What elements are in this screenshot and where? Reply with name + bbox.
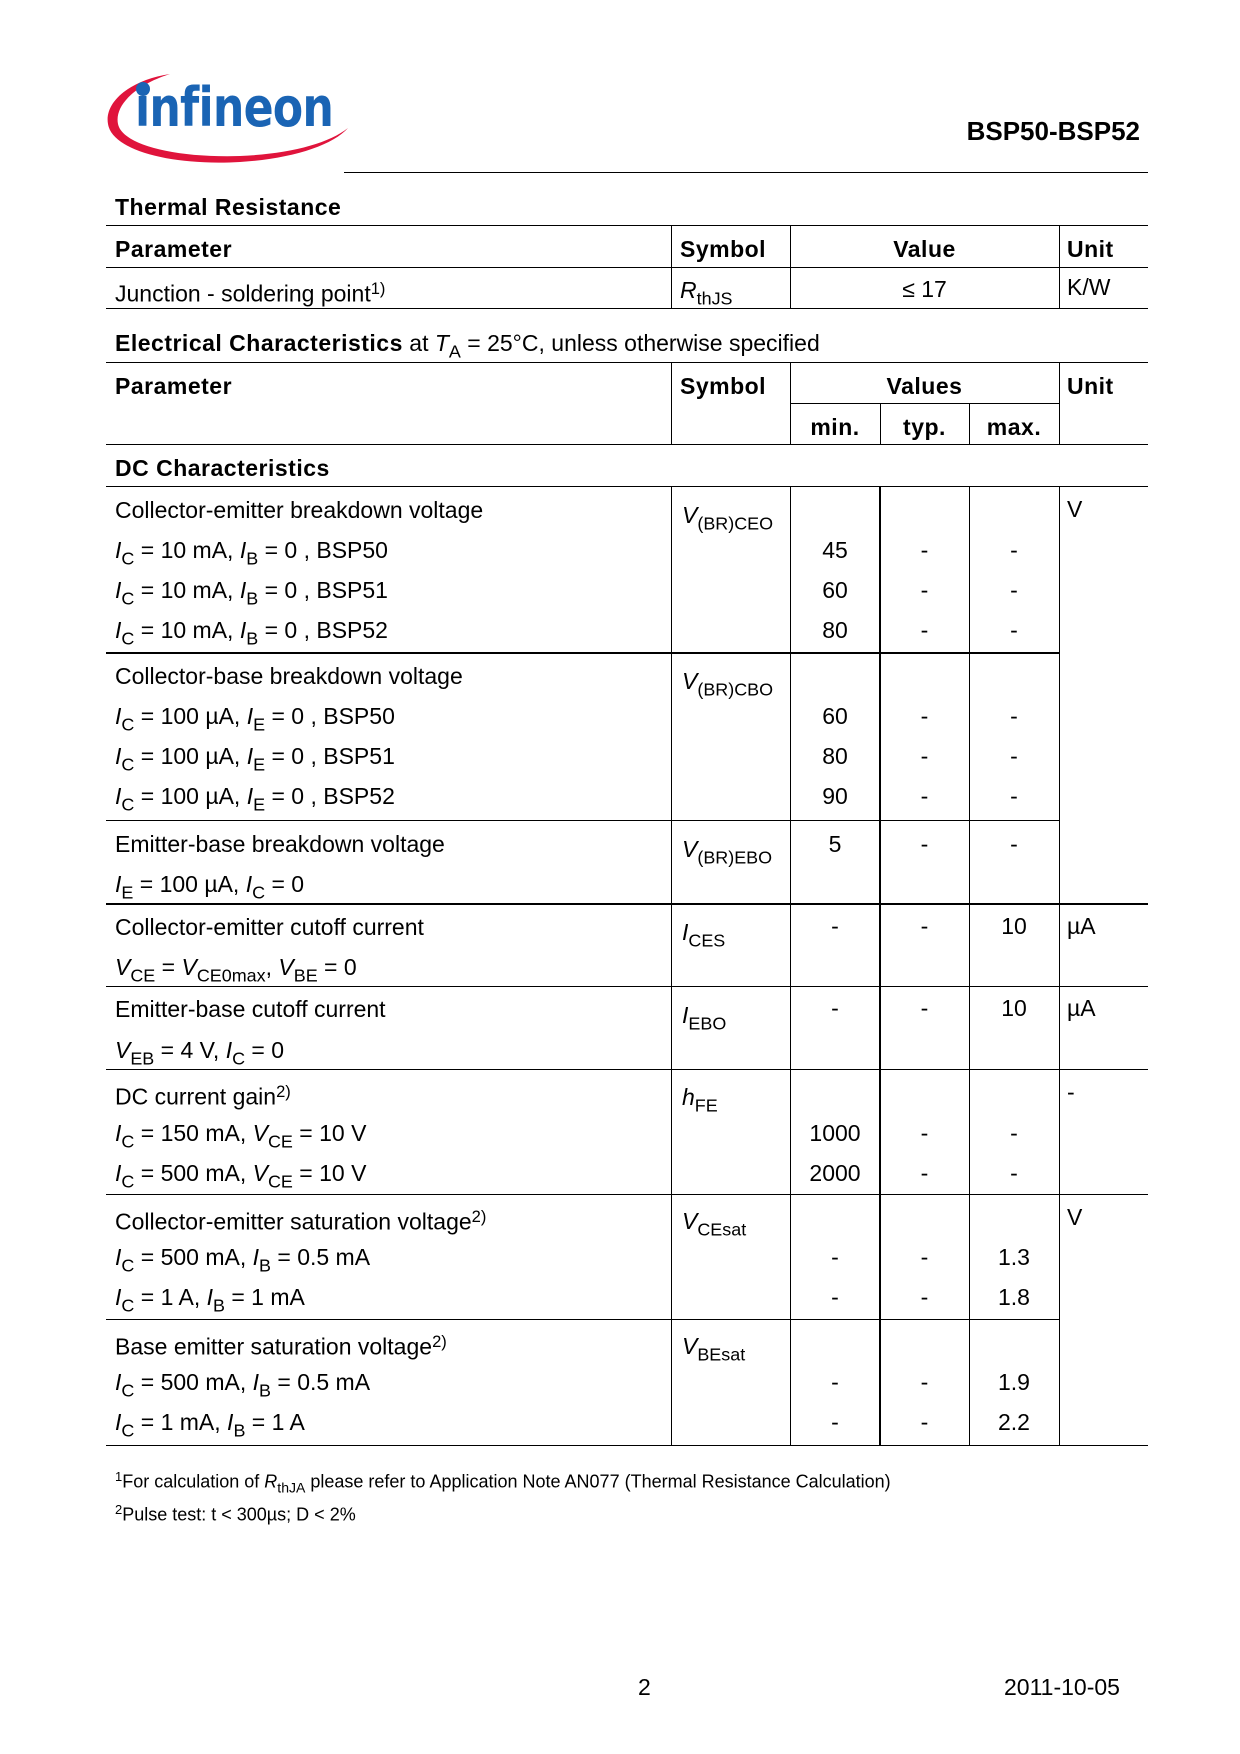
symbol-main: h (682, 1084, 695, 1110)
param-name (115, 1079, 291, 1109)
symbol-sub: thJS (696, 288, 733, 309)
row-rule (106, 903, 1148, 905)
thermal-top-rule (106, 225, 1148, 226)
param-name (115, 1329, 447, 1359)
thermal-param-text: Junction - soldering point (115, 280, 371, 307)
footnote-text: please refer to Application Note AN077 (Thermal Resistance Calculation) (305, 1471, 891, 1492)
row-rule (106, 652, 1059, 654)
condition: $I_C = 500$ mA, $I_B = 0.5$ mA (115, 1244, 371, 1276)
body-vline-symbol (671, 486, 672, 1445)
thermal-row-symbol (680, 277, 733, 311)
typ-value: - (920, 1284, 929, 1310)
min-value: 80 (822, 743, 848, 769)
elec-header-vline-unit (1059, 362, 1060, 444)
max-value: 2.2 (998, 1409, 1030, 1435)
footnote-ref: 1) (370, 279, 386, 298)
elec-col-min: min. (810, 414, 860, 440)
min-value: 90 (822, 783, 848, 809)
table-bottom-rule (106, 1445, 1148, 1446)
min-value: 45 (822, 537, 848, 563)
max-value: 10 (1001, 913, 1027, 939)
max-value: - (1010, 617, 1018, 643)
condition: $I_C = 100$ µA, $I_E = 0$ , BSP52 (115, 783, 395, 815)
thermal-vline-value (790, 225, 791, 308)
elec-header-vline-typ (880, 403, 881, 444)
thermal-row-unit: K/W (1067, 274, 1111, 300)
condition: $I_C = 100$ µA, $I_E = 0$ , BSP51 (115, 743, 395, 775)
elec-top-rule (106, 362, 1148, 363)
values-subheader-rule (790, 403, 1059, 404)
elec-header-vline-values (790, 362, 791, 444)
elec-col-parameter: Parameter (115, 373, 233, 399)
footnote-2 (115, 1499, 356, 1525)
row-rule (106, 1319, 1059, 1320)
unit: - (1067, 1079, 1075, 1105)
electrical-section-title (115, 330, 820, 364)
param-text: DC current gain (115, 1083, 277, 1110)
title-text: at (402, 330, 435, 356)
unit: V (1067, 496, 1083, 522)
symbol (682, 1333, 745, 1367)
min-value: 80 (822, 617, 848, 643)
min-value: - (831, 913, 839, 939)
typ-value: - (920, 1244, 929, 1270)
max-value: 1.9 (998, 1369, 1030, 1395)
symbol-sub: CES (688, 930, 726, 951)
min-value: 1000 (809, 1120, 861, 1146)
typ-value: - (920, 1120, 929, 1146)
symbol-sub: (BR)CEO (697, 513, 774, 534)
elec-col-symbol: Symbol (680, 373, 767, 399)
typ-value: - (920, 831, 929, 857)
condition: $I_C = 100$ µA, $I_E = 0$ , BSP50 (115, 703, 395, 735)
footnote-ref: 2) (276, 1082, 291, 1101)
footnote-ref: 2) (471, 1207, 487, 1226)
symbol-main: I (682, 1002, 689, 1028)
elec-col-max: max. (986, 414, 1042, 440)
unit: µA (1067, 913, 1096, 939)
symbol (682, 668, 773, 702)
condition: $I_C = 150$ mA, $V_{CE} = 10$ V (115, 1120, 367, 1152)
part-range-title: BSP50-BSP52 (966, 116, 1140, 146)
symbol (682, 1084, 718, 1118)
symbol (682, 1208, 746, 1242)
thermal-vline-symbol (671, 225, 672, 308)
typ-value: - (920, 1369, 929, 1395)
max-value: - (1010, 1160, 1018, 1186)
symbol (682, 502, 773, 536)
typ-value: - (920, 537, 929, 563)
typ-value: - (920, 743, 929, 769)
symbol-main: V (682, 1333, 698, 1359)
row-rule (106, 986, 1148, 987)
min-value: 5 (828, 831, 842, 857)
symbol (682, 919, 725, 953)
param-text: Base emitter saturation voltage (115, 1333, 433, 1360)
max-value: - (1010, 831, 1018, 857)
symbol-main: V (682, 836, 698, 862)
title-text-2: = 25°C, unless otherwise specified (460, 330, 820, 356)
min-value: 60 (822, 577, 848, 603)
min-value: - (831, 1409, 839, 1435)
typ-value: - (920, 1160, 929, 1186)
max-value: - (1010, 743, 1018, 769)
min-value: 2000 (809, 1160, 861, 1186)
typ-value: - (920, 1409, 929, 1435)
footnote-mark: 2 (115, 1502, 123, 1517)
symbol-sub: (BR)EBO (697, 847, 773, 868)
max-value: 1.3 (998, 1244, 1030, 1270)
elec-col-typ: typ. (903, 414, 946, 440)
typ-value: - (920, 783, 929, 809)
param-name: Collector-emitter breakdown voltage (115, 497, 484, 523)
header-rule (344, 172, 1148, 173)
logo-wordmark: infineon (135, 76, 334, 139)
condition: $I_C = 1$ mA, $I_B = 1$ A (115, 1409, 305, 1441)
thermal-col-value: Value (893, 236, 956, 262)
param-name: Emitter-base cutoff current (115, 996, 386, 1022)
symbol (682, 836, 772, 870)
condition: $V_{CE} = V_{CE0max}$, $V_{BE} = 0$ (115, 954, 357, 986)
symbol-main: V (682, 502, 698, 528)
row-rule (106, 1194, 1148, 1195)
typ-value: - (920, 617, 929, 643)
condition: $I_C = 500$ mA, $V_{CE} = 10$ V (115, 1160, 367, 1192)
symbol-main: V (682, 668, 698, 694)
max-value: 1.8 (998, 1284, 1030, 1310)
symbol-sub: EBO (688, 1013, 727, 1034)
footnote-symbol-sub: thJA (277, 1479, 306, 1496)
page-number: 2 (638, 1674, 651, 1700)
title-T: T (434, 330, 449, 356)
symbol-sub: FE (694, 1095, 718, 1116)
typ-value: - (920, 995, 929, 1021)
thermal-col-symbol: Symbol (680, 236, 767, 262)
condition: $I_C = 500$ mA, $I_B = 0.5$ mA (115, 1369, 371, 1401)
dc-characteristics-title: DC Characteristics (115, 455, 330, 481)
min-value: - (831, 1244, 839, 1270)
thermal-vline-unit (1059, 225, 1060, 308)
elec-header-vline-symbol (671, 362, 672, 444)
param-text: Collector-emitter saturation voltage (115, 1208, 472, 1235)
condition: $I_C = 10$ mA, $I_B = 0$ , BSP51 (115, 577, 388, 609)
min-value: 60 (822, 703, 848, 729)
footer-date: 2011-10-05 (1004, 1674, 1120, 1700)
param-name: Collector-emitter cutoff current (115, 914, 424, 940)
thermal-col-parameter: Parameter (115, 236, 233, 262)
footnote-symbol: R (264, 1471, 278, 1492)
unit: µA (1067, 995, 1096, 1021)
electrical-title-bold: Electrical Characteristics (115, 330, 403, 356)
min-value: - (831, 1284, 839, 1310)
elec-header-vline-max (969, 403, 970, 444)
thermal-section-title: Thermal Resistance (115, 194, 342, 220)
typ-value: - (920, 913, 929, 939)
max-value: - (1010, 703, 1018, 729)
infineon-logo (100, 62, 350, 177)
typ-value: - (920, 703, 929, 729)
condition: $I_C = 10$ mA, $I_B = 0$ , BSP50 (115, 537, 388, 569)
max-value: - (1010, 537, 1018, 563)
symbol-sub: (BR)CBO (697, 679, 774, 700)
min-value: - (831, 995, 839, 1021)
condition: $V_{EB} = 4$ V, $I_C = 0$ (115, 1037, 285, 1069)
footnote-mark: 1 (115, 1469, 123, 1484)
max-value: - (1010, 577, 1018, 603)
param-name (115, 1204, 486, 1234)
footnote-ref: 2) (432, 1332, 447, 1351)
thermal-row-parameter (115, 276, 385, 306)
max-value: - (1010, 783, 1018, 809)
footnote-text: Pulse test: t < 300µs; D < 2% (122, 1504, 356, 1525)
symbol-sub: CEsat (697, 1219, 747, 1240)
footnote-1 (115, 1466, 891, 1498)
elec-col-values: Values (886, 373, 963, 399)
max-value: - (1010, 1120, 1018, 1146)
row-rule (106, 1069, 1148, 1070)
elec-header-rule (106, 444, 1148, 445)
thermal-col-unit: Unit (1067, 236, 1114, 262)
symbol-main: R (680, 277, 697, 303)
dc-title-rule (106, 486, 1148, 487)
condition: $I_E = 100$ µA, $I_C = 0$ (115, 871, 305, 903)
max-value: 10 (1001, 995, 1027, 1021)
condition: $I_C = 1$ A, $I_B = 1$ mA (115, 1284, 305, 1316)
min-value: - (831, 1369, 839, 1395)
body-vline-unit (1059, 486, 1060, 1445)
symbol (682, 1002, 726, 1036)
symbol-main: I (682, 919, 689, 945)
thermal-bottom-rule (106, 308, 1148, 309)
thermal-row-value: ≤ 17 (902, 276, 947, 302)
typ-value: - (920, 577, 929, 603)
title-T-sub: A (448, 341, 461, 362)
param-name: Emitter-base breakdown voltage (115, 831, 445, 857)
elec-col-unit: Unit (1067, 373, 1114, 399)
symbol-main: V (682, 1208, 698, 1234)
unit: V (1067, 1204, 1083, 1230)
thermal-header-rule (106, 267, 1148, 268)
param-name: Collector-base breakdown voltage (115, 663, 463, 689)
condition: $I_C = 10$ mA, $I_B = 0$ , BSP52 (115, 617, 388, 649)
footnote-text: For calculation of (122, 1471, 265, 1492)
row-rule (106, 820, 1059, 821)
symbol-sub: BEsat (697, 1344, 746, 1365)
